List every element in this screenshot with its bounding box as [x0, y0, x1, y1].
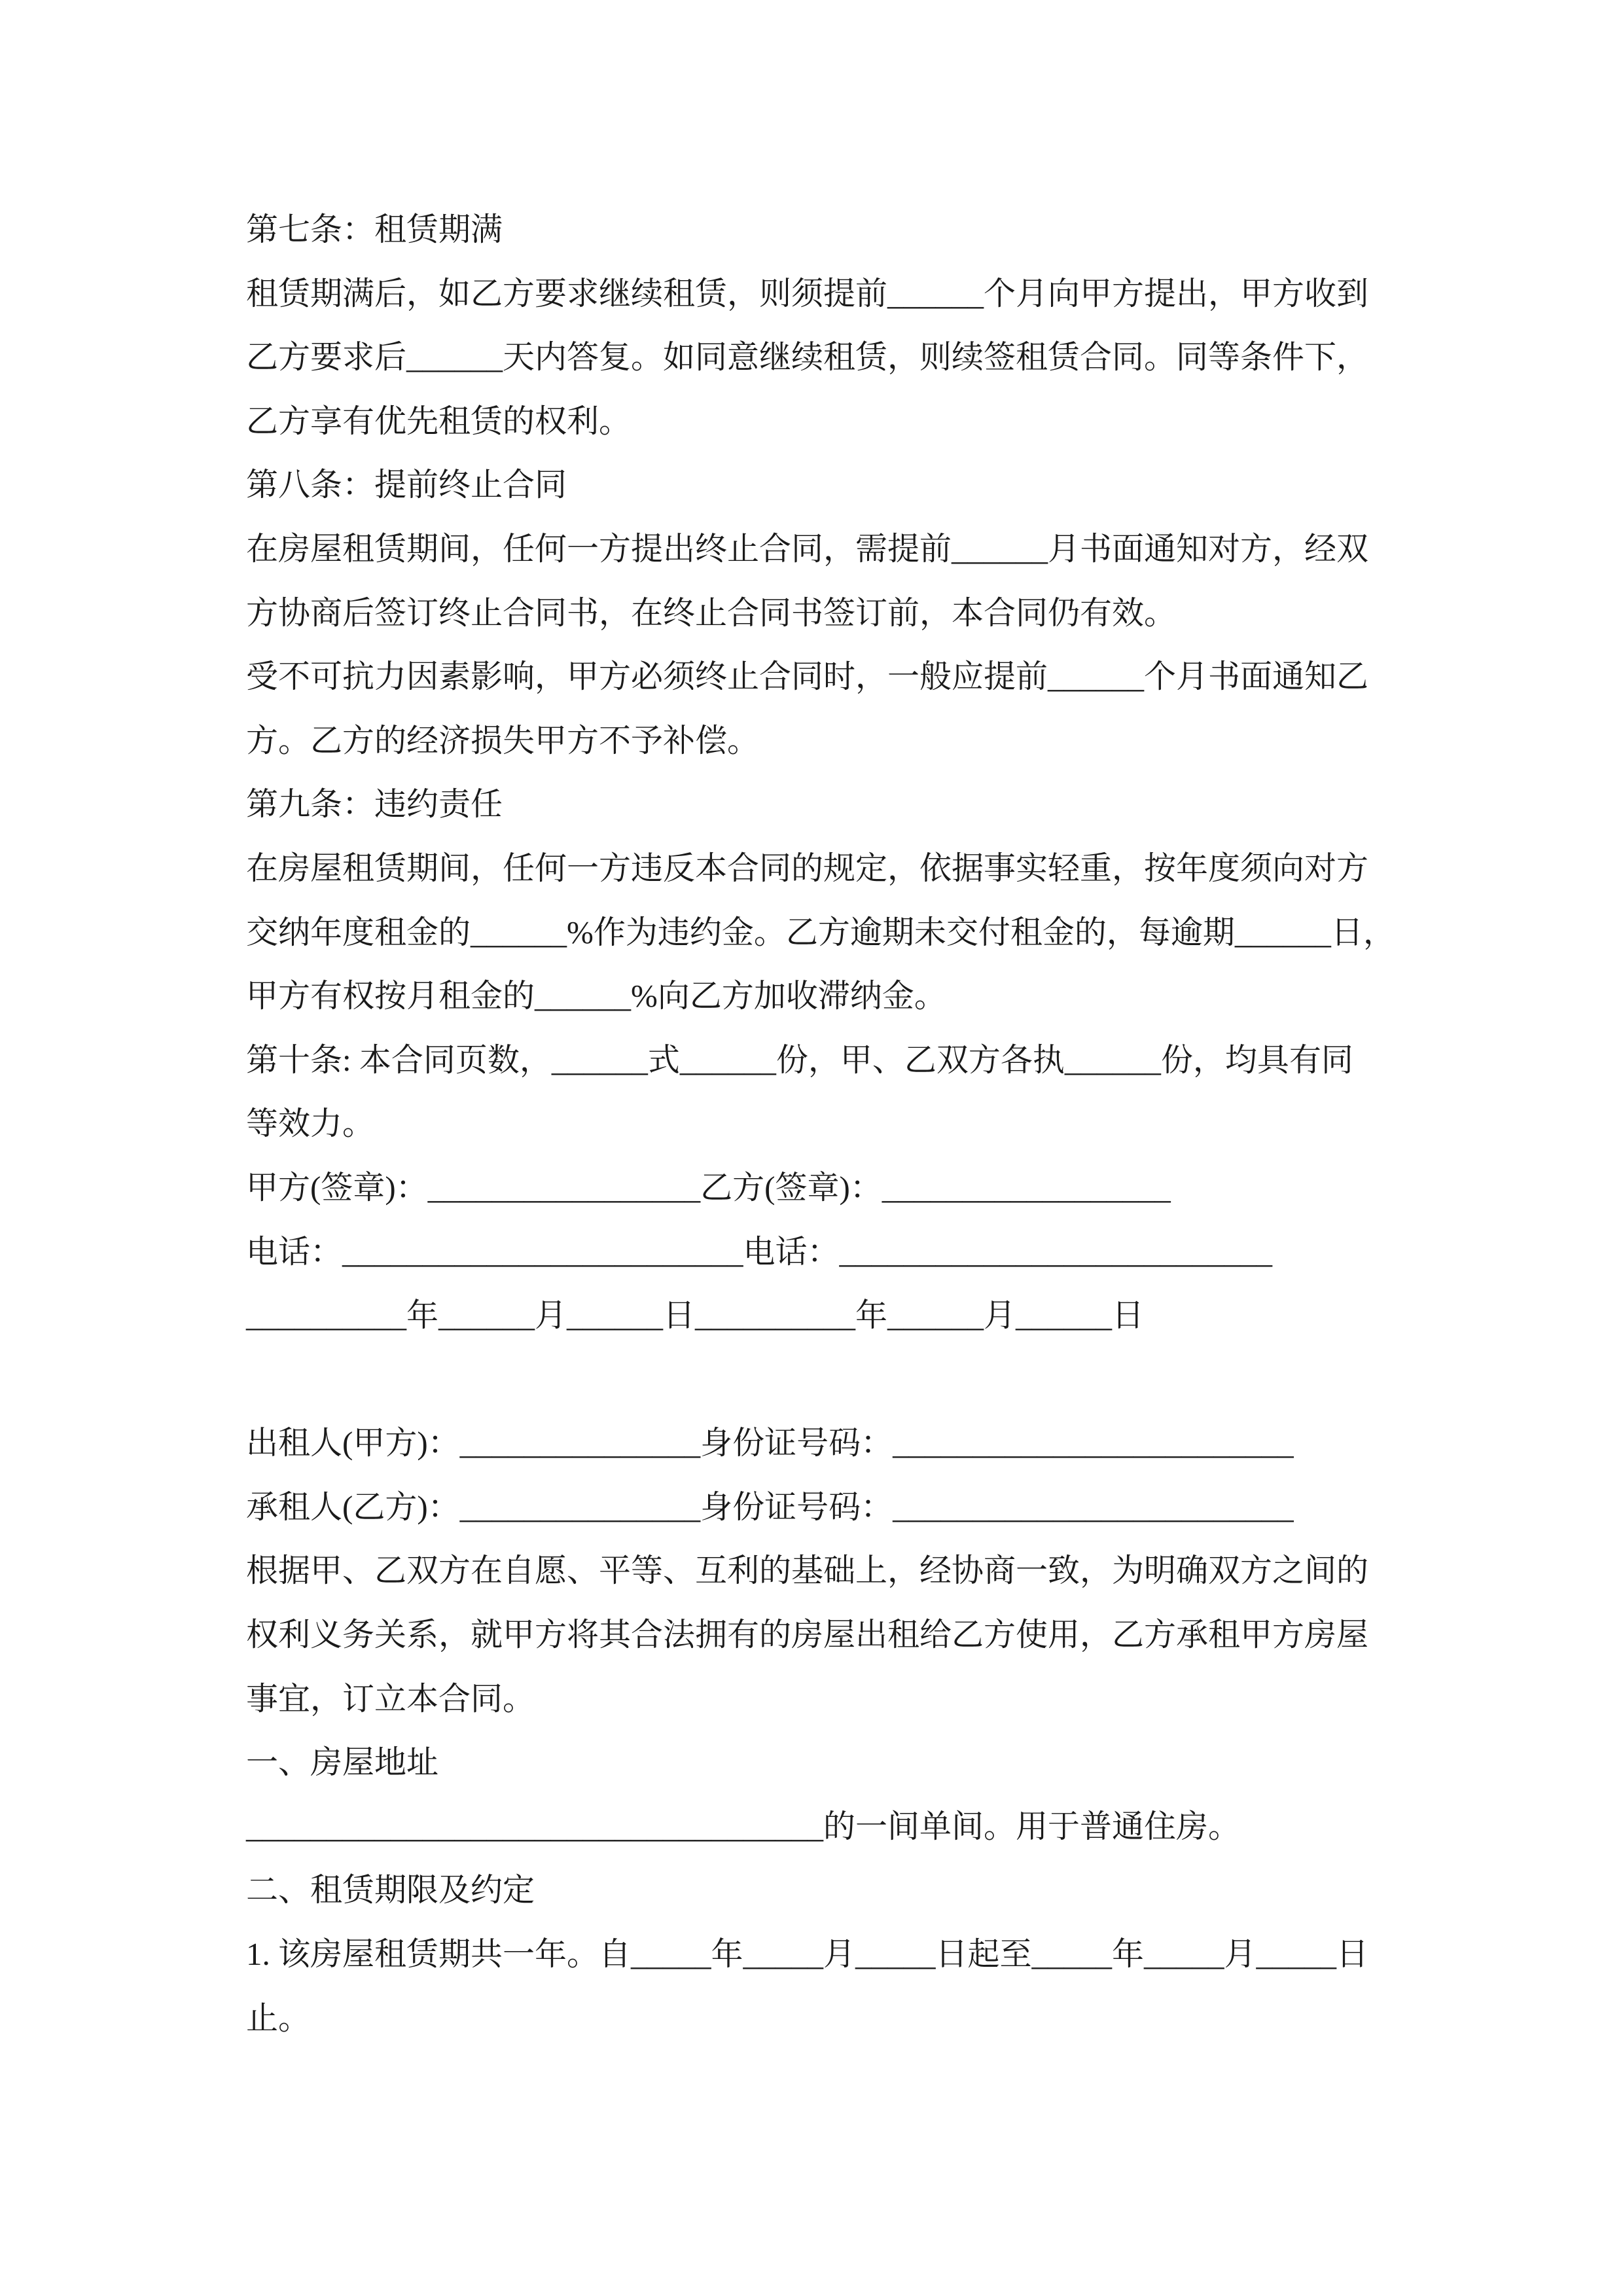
text-line: __________年______月______日__________年______月______日 [246, 1297, 1144, 1334]
text-line [246, 1348, 1398, 1412]
text-line: 1. 该房屋租赁期共一年。自_____年_____月_____日起至_____年_____月_____日 [246, 1936, 1369, 1973]
text-line: 第十条: 本合同页数，______式______份，甲、乙双方各执______份，均具有同 [246, 1041, 1353, 1078]
text-line: 事宜，订立本合同。 [246, 1680, 535, 1717]
text-line: 甲方有权按月租金的______%向乙方加收滞纳金。 [246, 978, 946, 1014]
text-line: 出租人(甲方)：_______________身份证号码：_________________________ [246, 1425, 1294, 1462]
text-line: 根据甲、乙双方在自愿、平等、互利的基础上，经协商一致，为明确双方之间的 [246, 1552, 1369, 1589]
text-line: 承租人(乙方)：_______________身份证号码：_________________________ [246, 1488, 1294, 1525]
text-line: 甲方(签章)：_________________乙方(签章)：__________________ [246, 1169, 1171, 1206]
text-line: ____________________________________的一间单间。用于普通住房。 [246, 1808, 1241, 1844]
text-line: 二、租赁期限及约定 [246, 1872, 535, 1909]
text-line: 租赁期满后，如乙方要求继续租赁，则须提前______个月向甲方提出，甲方收到 [246, 275, 1369, 312]
text-line: 第八条：提前终止合同 [246, 467, 567, 503]
text-line: 电话：_________________________电话：___________________________ [246, 1233, 1273, 1270]
text-line: 乙方享有优先租赁的权利。 [246, 403, 632, 439]
text-line: 第九条：违约责任 [246, 786, 503, 823]
text-line: 乙方要求后______天内答复。如同意继续租赁，则续签租赁合同。同等条件下， [246, 339, 1369, 376]
text-line: 权利义务关系，就甲方将其合法拥有的房屋出租给乙方使用，乙方承租甲方房屋 [246, 1617, 1369, 1653]
text-line: 交纳年度租金的______%作为违约金。乙方逾期未交付租金的，每逾期______日， [246, 914, 1395, 950]
text-line: 等效力。 [246, 1105, 375, 1142]
text-line: 在房屋租赁期间，任何一方提出终止合同，需提前______月书面通知对方，经双 [246, 530, 1369, 567]
document-page [246, 198, 1398, 2050]
text-line: 止。 [246, 2000, 311, 2036]
text-line: 方协商后签订终止合同书，在终止合同书签订前，本合同仍有效。 [246, 594, 1177, 631]
text-line: 方。乙方的经济损失甲方不予补偿。 [246, 722, 760, 759]
text-line: 一、房屋地址 [246, 1744, 439, 1781]
text-line: 第七条：租赁期满 [246, 211, 503, 247]
text-line: 在房屋租赁期间，任何一方违反本合同的规定，依据事实轻重，按年度须向对方 [246, 850, 1369, 886]
text-line: 受不可抗力因素影响，甲方必须终止合同时，一般应提前______个月书面通知乙 [246, 658, 1369, 695]
